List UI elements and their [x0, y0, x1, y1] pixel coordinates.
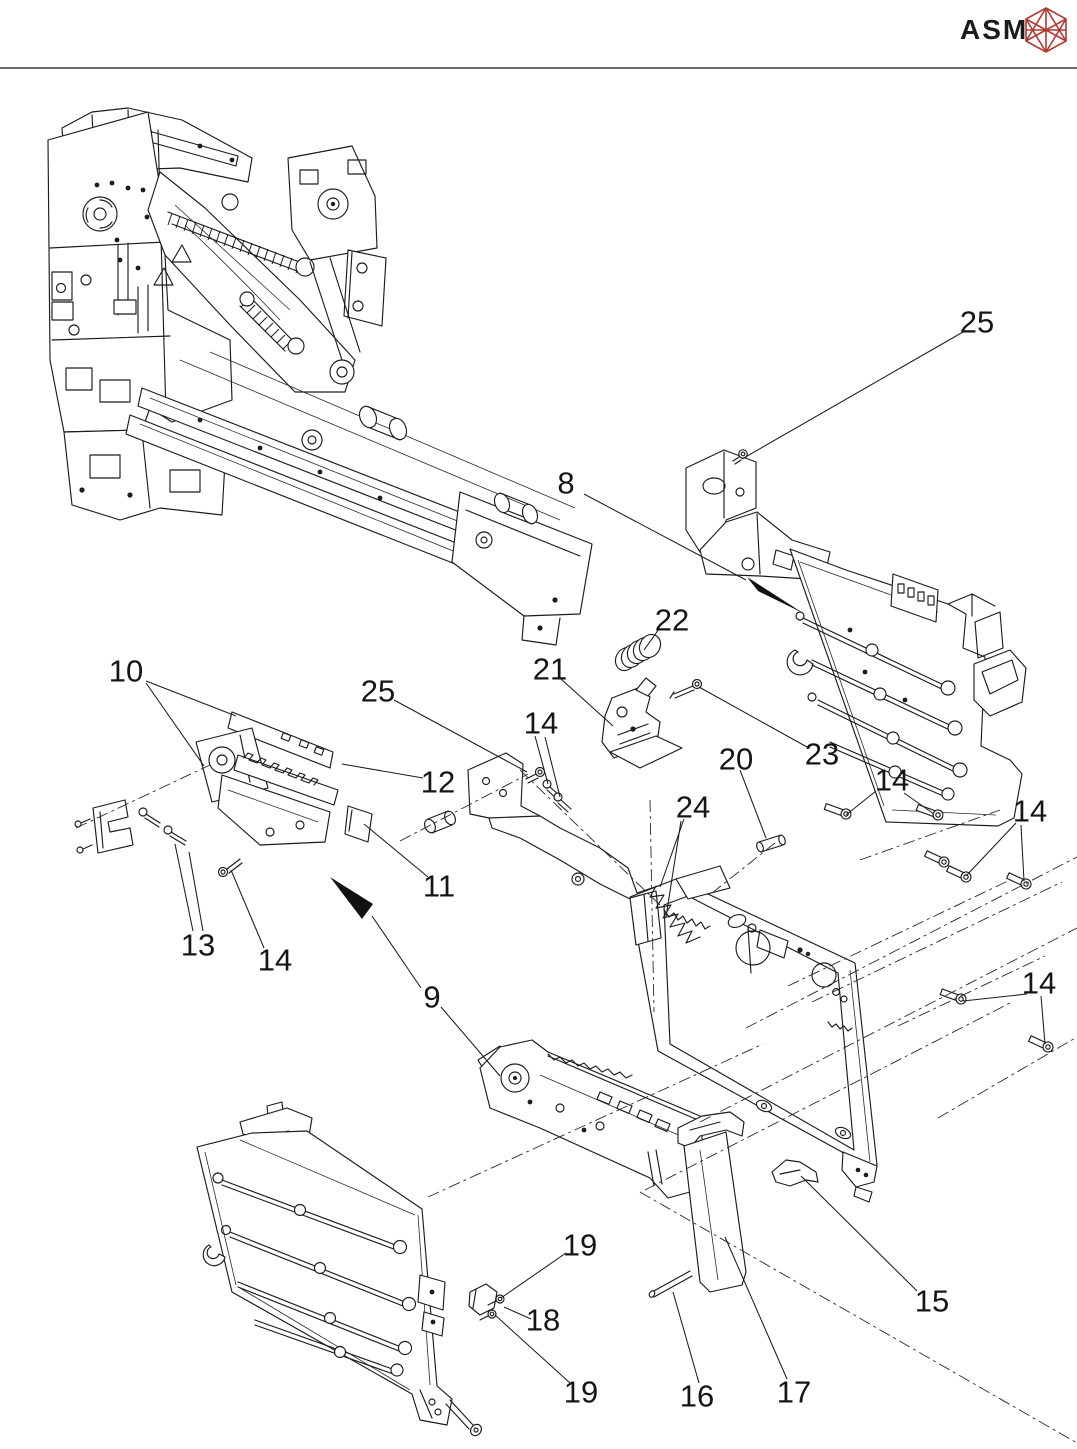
asm-logo-icon: [1026, 8, 1066, 52]
callout-19-bottom: 19: [563, 1374, 599, 1410]
leader-line-25-top: [742, 332, 963, 459]
leader-line-14-e: [231, 870, 264, 948]
cover-strip-15: [772, 1160, 818, 1186]
lever-21: [602, 678, 682, 768]
leader-line-13: [189, 852, 203, 931]
callout-8: 8: [557, 465, 575, 501]
callout-23: 23: [804, 736, 840, 772]
mount-arrow-right-icon: [747, 577, 803, 613]
leader-line-10: [146, 683, 204, 766]
leader-line-14-d: [963, 994, 1027, 1001]
callout-22: 22: [654, 602, 690, 638]
leader-line-20: [740, 770, 766, 838]
leader-line-16: [673, 1292, 699, 1383]
spacer-sleeve: [423, 810, 458, 835]
rail-block-9: [478, 1040, 704, 1198]
pin-16: [648, 1271, 692, 1298]
chute-17: [678, 1112, 746, 1292]
callout-14-e: 14: [257, 942, 293, 978]
leader-line-25-left: [394, 700, 527, 772]
leader-line-11: [364, 824, 428, 877]
leader-line-24: [666, 821, 681, 917]
callout-12: 12: [420, 764, 456, 800]
callout-17: 17: [776, 1374, 812, 1410]
callout-21: 21: [532, 651, 568, 687]
screw-14-left: [219, 859, 243, 877]
callout-18: 18: [525, 1302, 561, 1338]
leader-line-14-c: [966, 823, 1016, 876]
leader-line-14-b: [846, 791, 876, 815]
callout-20: 20: [718, 741, 754, 777]
callout-15: 15: [914, 1283, 950, 1319]
callout-14-b: 14: [874, 762, 910, 798]
pin-20: [755, 834, 786, 852]
callout-14-d: 14: [1021, 965, 1057, 1001]
callout-16: 16: [679, 1378, 715, 1414]
brand-text: ASM: [960, 14, 1029, 45]
callout-19-top: 19: [562, 1227, 598, 1263]
callout-25-left: 25: [360, 673, 396, 709]
foot-screw: [446, 1400, 484, 1438]
leader-line-21: [561, 679, 613, 726]
leader-line-19-top: [501, 1253, 566, 1298]
leader-line-14-d: [1041, 996, 1045, 1044]
screw-25-left: [526, 768, 545, 784]
leader-line-23: [699, 687, 807, 747]
callout-10: 10: [108, 653, 144, 689]
leader-line-9: [441, 1007, 500, 1076]
leader-line-12: [342, 764, 423, 778]
callout-14-a: 14: [523, 705, 559, 741]
leader-line-10: [146, 681, 236, 716]
left-side-cover-assembly: [197, 1102, 504, 1438]
screws-13: [139, 808, 186, 845]
callout-11: 11: [422, 868, 456, 904]
callout-9: 9: [423, 979, 441, 1015]
rail-roller: [356, 404, 409, 442]
callout-14-c: 14: [1012, 793, 1048, 829]
feeder-main-assembly: [48, 108, 592, 645]
callout-24: 24: [675, 789, 711, 825]
leader-line-9: [372, 916, 421, 988]
leader-line-14-c: [1021, 825, 1024, 881]
callout-25-top: 25: [959, 304, 995, 340]
callout-13: 13: [180, 927, 216, 963]
mount-arrow-left-icon: [330, 877, 373, 919]
screw-23: [670, 680, 702, 699]
